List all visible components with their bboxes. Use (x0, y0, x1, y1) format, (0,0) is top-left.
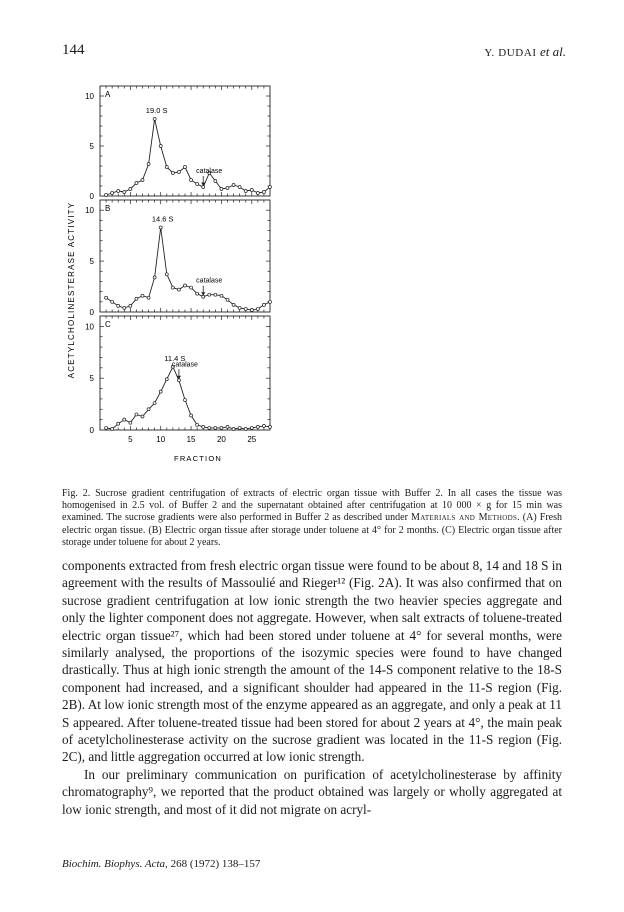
data-point (250, 426, 253, 429)
data-point (159, 226, 162, 229)
series-line (106, 228, 270, 311)
data-point (165, 166, 168, 169)
data-point (226, 187, 229, 190)
catalase-label: catalase (196, 168, 223, 175)
series-line (106, 119, 270, 195)
x-axis-label: FRACTION (174, 454, 222, 463)
data-point (196, 423, 199, 426)
series-line (106, 367, 270, 429)
data-point (269, 425, 272, 428)
data-point (232, 427, 235, 430)
data-point (123, 191, 126, 194)
data-point (105, 426, 108, 429)
panel-frame (100, 86, 270, 196)
data-point (269, 300, 272, 303)
data-point (147, 163, 150, 166)
y-tick-label: 0 (89, 192, 94, 201)
data-point (117, 190, 120, 193)
data-point (256, 307, 259, 310)
data-point (220, 426, 223, 429)
data-point (244, 307, 247, 310)
x-tick-label: 5 (128, 435, 133, 444)
y-tick-label: 5 (89, 142, 94, 151)
data-point (262, 191, 265, 194)
data-point (165, 273, 168, 276)
data-point (177, 171, 180, 174)
data-point (129, 421, 132, 424)
running-head-etal: et al. (540, 44, 566, 59)
data-point (196, 183, 199, 186)
caption-text-1: Sucrose gradient centrifugation of extracts of electric organ tissue with Buffer 2. In all cases the tissue was homogenised in 2.5 vol. of Buffer 2 and the supernatant obtained after centrifugation at 10 000 × g for 15 min was examined. The sucrose gradients were also performed in Buffer 2 as described under (62, 488, 563, 524)
data-point (135, 297, 138, 300)
data-point (190, 414, 193, 417)
data-point (208, 293, 211, 296)
panel-letter: A (105, 90, 111, 99)
data-point (190, 179, 193, 182)
data-point (111, 300, 114, 303)
data-point (117, 304, 120, 307)
data-point (117, 422, 120, 425)
peak-label: 14.6 S (151, 214, 174, 224)
data-point (214, 426, 217, 429)
data-point (232, 184, 235, 187)
data-point (147, 408, 150, 411)
data-point (190, 286, 193, 289)
catalase-arrowhead (201, 292, 205, 296)
catalase-label: catalase (171, 361, 198, 369)
data-point (220, 188, 223, 191)
y-tick-label: 5 (89, 374, 94, 384)
data-point (196, 292, 199, 295)
data-point (105, 194, 108, 197)
data-point (177, 288, 180, 291)
data-point (105, 296, 108, 299)
data-point (184, 166, 187, 169)
data-point (153, 118, 156, 121)
data-point (165, 378, 168, 381)
data-point (111, 192, 114, 195)
data-point (238, 186, 241, 189)
data-point (111, 427, 114, 430)
data-point (141, 179, 144, 182)
figure-2 (60, 78, 290, 474)
data-point (135, 413, 138, 416)
running-head (484, 44, 566, 60)
data-point (208, 426, 211, 429)
data-point (214, 293, 217, 296)
data-point (244, 190, 247, 193)
data-point (141, 415, 144, 418)
data-point (226, 298, 229, 301)
data-point (226, 425, 229, 428)
caption-label: Fig. 2. (62, 488, 91, 499)
data-point (262, 303, 265, 306)
data-point (153, 276, 156, 279)
data-point (123, 306, 126, 309)
x-tick-label: 15 (186, 435, 196, 444)
peak-label: 19.0 S (145, 106, 168, 115)
data-point (159, 145, 162, 148)
caption-text-2: . (A) Fresh electric organ tissue. (B) Electric organ tissue after storage under toluene at 4° for 2 months. (C) Electric organ tissue after storage under toluene for about 2 years. (62, 512, 562, 548)
panel-c (85, 316, 271, 435)
data-point (214, 180, 217, 183)
body-text (62, 557, 562, 818)
y-axis-label: ACETYLCHOLINESTERASE ACTIVITY (67, 201, 76, 379)
x-tick-label: 20 (216, 435, 226, 444)
data-point (238, 306, 241, 309)
y-tick-label: 0 (89, 308, 94, 317)
panel-letter: C (105, 320, 111, 329)
paragraph-2: In our preliminary communication on purification of acetylcholinesterase by affinity chromatography⁹, we reported that the product obtained was largely or wholly aggregated at low ionic strength, and most of it did not migrate on acryl- (62, 766, 562, 817)
data-point (256, 192, 259, 195)
catalase-label: catalase (196, 277, 223, 285)
panel-b (85, 200, 271, 317)
footer-citation (62, 858, 260, 870)
data-point (141, 294, 144, 297)
panel-frame (100, 200, 270, 312)
data-point (147, 296, 150, 299)
data-point (256, 425, 259, 428)
y-tick-label: 10 (85, 206, 94, 216)
x-tick-label: 25 (247, 435, 257, 444)
paragraph-1: components extracted from fresh electric organ tissue were found to be about 8, 14 and 18 S in agreement with the results of Massoulié and Rieger¹² (Fig. 2A). It was also confirmed that on sucrose gradient centrifugation at low ionic strength the two heavier species aggregate and only the lighter component does not aggregate. However, when salt extracts of toluene-treated electric organ tissue²⁷, which had been stored under toluene at 4° for several months, were similarly analysed, the proportions of the isozymic species were found to have changed drastically. Thus at high ionic strength the amount of the 14-S component relative to the 18-S component had increased, and a significant shoulder had appeared in the 11-S region (Fig. 2B). At low ionic strength most of the enzyme appeared as an aggregate, and only a peak at 11 S appeared. After toluene-treated tissue had been stored for about 2 years at 4°, the main peak of acetylcholinesterase activity on the sucrose gradient was located in the 11-S region (Fig. 2C), and little aggregation occurred at low ionic strength. (62, 558, 563, 765)
data-point (220, 294, 223, 297)
y-tick-label: 0 (89, 426, 94, 435)
data-point (135, 182, 138, 185)
panel-frame (100, 316, 270, 430)
panel-a (85, 86, 271, 201)
data-point (244, 427, 247, 430)
data-point (238, 426, 241, 429)
y-tick-label: 5 (89, 257, 94, 267)
data-point (129, 304, 132, 307)
running-head-authors: Y. DUDAI (484, 47, 537, 59)
figure-caption (62, 488, 562, 549)
data-point (153, 402, 156, 405)
footer-journal: Biochim. Biophys. Acta, (62, 858, 168, 870)
data-point (262, 424, 265, 427)
data-point (250, 308, 253, 311)
data-point (159, 390, 162, 393)
page-number: 144 (62, 42, 85, 58)
data-point (250, 189, 253, 192)
data-point (184, 398, 187, 401)
data-point (123, 418, 126, 421)
x-tick-label: 10 (156, 435, 166, 444)
data-point (269, 186, 272, 189)
figure-2-chart (60, 78, 290, 474)
data-point (202, 425, 205, 428)
panel-letter: B (105, 204, 111, 213)
data-point (129, 188, 132, 191)
data-point (232, 303, 235, 306)
data-point (171, 172, 174, 175)
caption-methods: Materials and Methods (411, 512, 518, 524)
peak-label: 11.4 S (164, 353, 186, 363)
footer-citation-text: 268 (1972) 138–157 (170, 858, 261, 870)
y-tick-label: 10 (85, 322, 94, 332)
data-point (171, 286, 174, 289)
data-point (184, 284, 187, 287)
y-tick-label: 10 (85, 92, 94, 101)
